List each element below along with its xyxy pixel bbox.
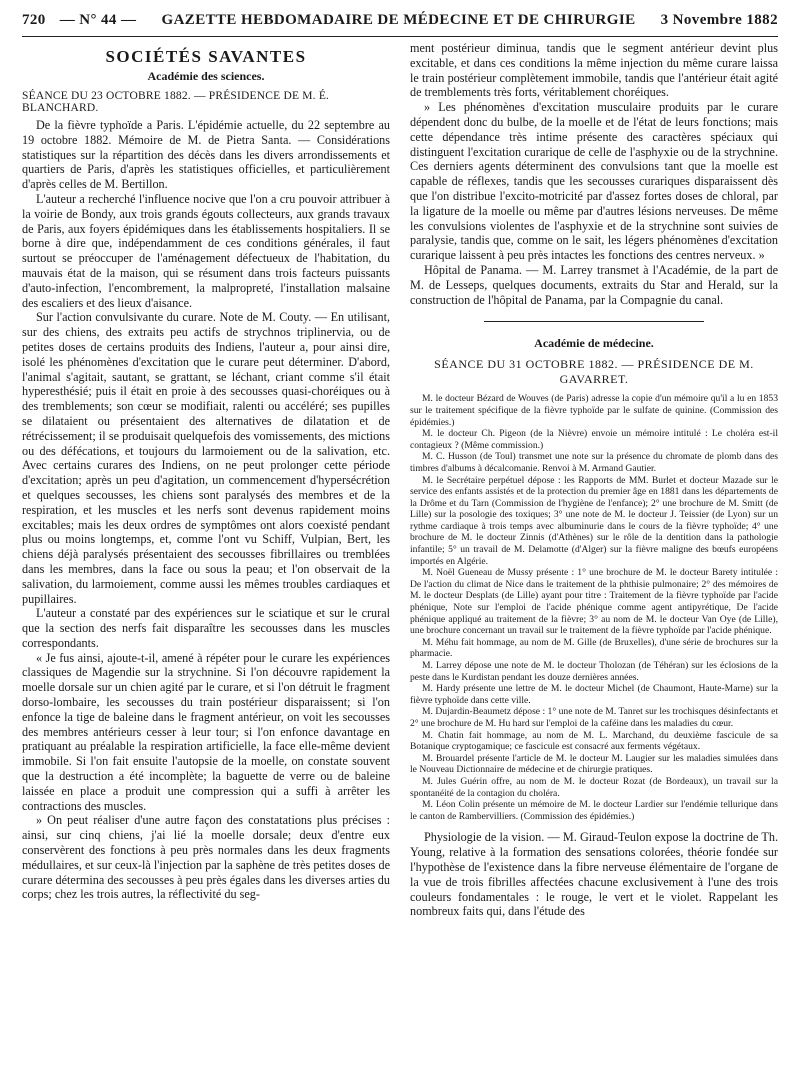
paragraph: De la fièvre typhoïde a Paris. L'épidémie actuelle, du 22 septembre au 19 octobre 1882. Mémoire de M. de Pietra Santa. — Considérations statistiques sur la répartition des décès dans les divers arrondissements et quartiers de Paris, d'après les statistiques officielles, et particulièrement d'après celles de M. Bertillon. bbox=[22, 118, 390, 192]
list-item: M. Hardy présente une lettre de M. le docteur Michel (de Chaumont, Haute-Marne) sur la fièvre typhoïde dans cette ville. bbox=[410, 683, 778, 706]
paragraph: ment postérieur diminua, tandis que le segment antérieur devint plus excitable, et dans ces conditions la même injection du même curare laissa le train postérieur complètement immobile, tandis que l'antérieur était agité de tremblements très forts, véritablement choréiques. bbox=[410, 41, 778, 100]
list-item: M. C. Husson (de Toul) transmet une note sur la présence du chromate de plomb dans des timbres d'albums à décalcomanie. Renvoi à M. Armand Gautier. bbox=[410, 451, 778, 474]
list-item: M. Dujardin-Beaumetz dépose : 1° une note de M. Tanret sur les trochisques désinfectants et 2° une brochure de M. Hu hard sur l'emploi de la caféine dans les maladies du cœur. bbox=[410, 706, 778, 729]
section-title: SOCIÉTÉS SAVANTES bbox=[105, 47, 307, 66]
list-item: M. Jules Guérin offre, au nom de M. le docteur Rozat (de Bordeaux), un travail sur la spontanéité de la contagion du choléra. bbox=[410, 775, 778, 799]
journal-page bbox=[22, 12, 778, 1080]
paragraph: » Les phénomènes d'excitation musculaire produits par le curare dépendent donc du bulbe, de la moelle et de l'état de leurs fonctions; mais cette dépendance très intime présente des caractères spéciaux qui distinguent l'excitation curarique de celle de l'asphyxie ou de la strychnine. Ces derniers agents déterminent des convulsions tant que la moelle est capable de réflexes, tandis que les secousses curariques disparaissent dès que l'on distribue l'excito-motricité par d'assez fortes doses de chloral, par la ligature de la moelle ou même par d'autres lésions nerveuses. De même les convulsions violentes de l'asphyxie et de la strychnine sont suivies de paralysie, tandis que, comme on le sait, les légers phénomènes d'excitation curarique laissent à peu près intactes les fonctions des centres nerveux. » bbox=[410, 100, 778, 263]
paragraph: Sur l'action convulsivante du curare. Note de M. Couty. — En utilisant, sur des chiens, des extraits peu actifs de strychnos triplinervia, ou de petites doses de certains produits des Indiens, l'auteur a, pour ainsi dire, isolé les phénomènes d'excitation que le curare peut déterminer. D'abord, l'animal s'agitait, sautant, se grattant, se léchant, criant comme s'il était hyperesthésié; puis il était en proie à des secousses quasi-choréiques ou à des tremblements; son cœur se modifiait, ralenti ou accéléré; ses pupilles se dilataient ou présentaient des alternatives de dilatation et de rétrécissement; il se produisait quelquefois des vomissements, des mictions ou des défécations, et toujours du larmoiement ou de la salivation, etc. Avec certains curares des Indiens, on ne peut prolonger cette période d'excitation; après un peu d'agitation, un commencement d'hypersécrétion et quelques secousses, les chiens sont paralysés des membres et de la respiration, et les muscles et les nerfs sont devenus rapidement moins excitables; mais les deux ordres de symptômes ont alors coexisté pendant plus ou moins longtemps, et, comme l'ont vu Schiff, Vulpian, Bert, les chiens déjà paralysés présentaient des secousses fibrillaires ou tremblées dans les membres, dans la face ou sous la peau; et l'on observait de la salivation, du larmoiement, comme aussi les mêmes troubles cardiaques et pupillaires. bbox=[22, 310, 390, 606]
paragraph: « Je fus ainsi, ajoute-t-il, amené à répéter pour le curare les expériences classiques de Magendie sur la strychnine. Si l'on découvre rapidement la moelle dorsale sur un chien agité par le curare, et si l'on détruit le fragment dorso-lombaire, les secousses du train postérieur disparaissent; si l'on enfonce la tige de baleine dans le fragment antérieur, on voit les secousses des membres antérieurs cesser à leur tour; si l'on enfonce davantage en pratiquant au préalable la respiration artificielle, la face elle-même devient immobile. Si l'on fait ensuite l'autopsie de la moelle, on constate souvent que la destruction a été incomplète; la baguette de verre ou de baleine laissée en place a produit une compression qui a suffi à arrêter les contractions des muscles. bbox=[22, 650, 390, 813]
paragraph: » On peut réaliser d'une autre façon des constatations plus précises : ainsi, sur cinq chiens, j'ai lié la moelle dorsale; deux d'entre eux conservèrent des fonctions à peu près normales dans les deux fragments médullaires, et sur ceux-là l'injection par la saphène de très petites doses de curare détermina des secousses à peu près égales dans les diverses arties du corps; chez les trois autres, la réflectivité du seg- bbox=[22, 813, 390, 902]
paragraph: L'auteur a constaté par des expériences sur le sciatique et sur le crural que la section des nerfs fait disparaître les secousses dans les muscles correspondants. bbox=[22, 606, 390, 650]
page-header bbox=[22, 12, 778, 36]
section-divider bbox=[484, 321, 704, 322]
list-item: M. Larrey dépose une note de M. le docteur Tholozan (de Téhéran) sur les éclosions de la peste dans le Kurdistan pendant les douze dernières années. bbox=[410, 660, 778, 683]
issue-date: 3 Novembre 1882 bbox=[660, 12, 778, 28]
list-item: M. Brouardel présente l'article de M. le docteur M. Laugier sur les maladies simulées dans le Nouveau Dictionnaire de médecine et de chirurgie pratiques. bbox=[410, 752, 778, 776]
list-item: M. le docteur Ch. Pigeon (de la Nièvre) envoie un mémoire intitulé : Le choléra est-il contagieux ? (Même commission.) bbox=[410, 428, 778, 451]
list-item: M. Noël Gueneau de Mussy présente : 1° une brochure de M. le docteur Barety intitulée : De l'action du climat de Nice dans le traitement de la phthisie pulmonaire; 2° des mémoires de M. le docteur Desplats (de Lille) ayant pour titre : Traitement de la fièvre typhoïde par l'acide phénique, Note sur l'emploi de l'acide phénique comme agent antipyrétique, De l'acide phénique appliqué au traitement de la fièvre; 3° au nom de M. le docteur Van Oye (de Lille), une brochure concernant un travail sur le traitement de la fièvre typhoïde par l'acide phénique. bbox=[410, 567, 778, 637]
journal-title: GAZETTE HEBDOMADAIRE DE MÉDECINE ET DE CHIRURGIE bbox=[161, 12, 636, 28]
paragraph: Physiologie de la vision. — M. Giraud-Teulon expose la doctrine de Th. Young, relative à la formation des sensations colorées, théorie fondée sur l'hypothèse de l'existence dans la fibre nerveuse élémentaire de l'organe de la vue de trois fibrilles affectées chacune exclusivement à l'une des trois couleurs fondamentales : le rouge, le vert et le violet. Rappelant les nombreux faits qui, dans l'étude des bbox=[410, 830, 778, 919]
seance-heading: SÉANCE DU 23 OCTOBRE 1882. — PRÉSIDENCE DE M. É. BLANCHARD. bbox=[22, 90, 330, 114]
list-item: M. Méhu fait hommage, au nom de M. Gille (de Bruxelles), d'une série de brochures sur la pharmacie. bbox=[410, 636, 778, 660]
list-item: M. Léon Colin présente un mémoire de M. le docteur Lardier sur l'endémie tellurique dans le canton de Rambervilliers. (Commission des épidémies.) bbox=[410, 799, 778, 822]
proceedings-list bbox=[410, 393, 778, 822]
right-column bbox=[410, 41, 778, 1071]
page-number: 720 bbox=[22, 12, 46, 28]
section-subtitle: Académie de médecine. bbox=[534, 336, 654, 351]
paragraph: Hôpital de Panama. — M. Larrey transmet à l'Académie, de la part de M. de Lesseps, quelques documents, extraits du Star and Herald, sur la construction de l'hôpital de Panama, par la Compagnie du canal. bbox=[410, 262, 778, 307]
seance-heading: SÉANCE DU 31 OCTOBRE 1882. — PRÉSIDENCE DE M. GAVARRET. bbox=[434, 357, 754, 387]
issue-number: — N° 44 — bbox=[59, 12, 137, 28]
section-subtitle: Académie des sciences. bbox=[147, 69, 265, 83]
list-item: M. le Secrétaire perpétuel dépose : les Rapports de MM. Burlet et docteur Mazade sur le service des enfants assistés et de la protection du premier âge en 1881 dans les départements de la Drôme et du Tarn (Commission de l'hygiène de l'enfance); 2° une brochure de M. Smitt (de Lille) sur la posologie des toxiques; 3° une note de M. le docteur J. Teissier (de Lyon) sur un rythme cardiaque à trois temps avec albuminurie dans le cours de la fièvre typhoïde; 4° une brochure de M. le docteur Zinnis (d'Athènes) sur le rôle de la dentition dans la pathologie infantile; 5° un travail de M. Delamotte (d'Alger) sur la fièvre maligne des bœufs européens importés en Algérie. bbox=[410, 474, 778, 567]
header-rule bbox=[22, 36, 778, 37]
left-column bbox=[22, 41, 390, 1071]
list-item: M. Chatin fait hommage, au nom de M. L. Marchand, du deuxième fascicule de sa Botanique cryptogamique; ce fascicule est consacré aux ferments végétaux. bbox=[410, 729, 778, 753]
list-item: M. le docteur Bézard de Wouves (de Paris) adresse la copie d'un mémoire qu'il a lu en 1853 sur le traitement spécifique de la fièvre typhoïde par le sulfate de quinine. (Commission des épidémies.) bbox=[410, 393, 778, 428]
paragraph: L'auteur a recherché l'influence nocive que l'on a cru pouvoir attribuer à la voirie de Bondy, aux trois grands égouts collecteurs, aux grands travaux de Paris, aux foyers épidémiques dans les établissements hospitaliers. Il se borne à dire que, indépendamment de ces conditions générales, il faut surtout se préoccuper de l'aménagement défectueux de l'habitation, du mauvais état de la maison, qui se résument dans trois facteurs puissants d'auto-infection, l'encombrement, la malpropreté, l'installation malsaine des escaliers et des lieux d'aisance. bbox=[22, 191, 390, 310]
